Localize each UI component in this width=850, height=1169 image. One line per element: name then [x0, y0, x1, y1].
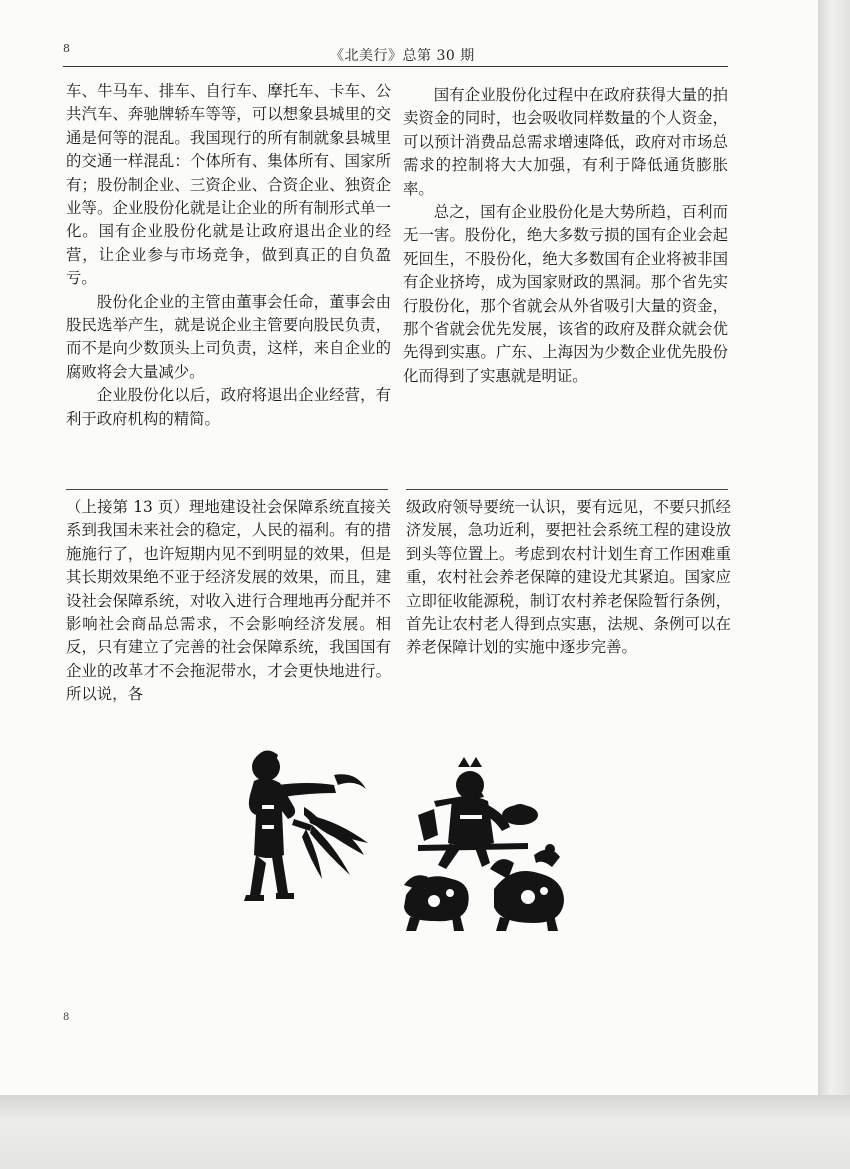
page-edge-right — [818, 0, 850, 1169]
child-figure — [418, 757, 560, 869]
column-bottom-right — [406, 496, 731, 660]
paragraph: 车、牛马车、排车、自行车、摩托车、卡车、公共汽车、奔驰牌轿车等等，可以想象县城里的交通是何等的混乱。我国现行的所有制就象县城里的交通一样混乱：个体所有、集体所有、国家所有；股份制企业、三资企业、合资企业、独资企业等。企业股份化就是让企业的所有制形式单一化。国有企业股份化就是让政府退出企业的经营，让企业参与市场竞争，做到真正的自负盈亏。 — [66, 82, 391, 288]
paragraph: 企业股份化以后，政府将退出企业经营，有利于政府机构的精简。 — [66, 386, 391, 428]
continued-paragraph: 级政府领导要统一认识，要有远见，不要只抓经济发展，急功近利，要把社会系统工程的建设放到头等位置上。考虑到农村计划生育工作困难重重，农村社会养老保障的建设尤其紧迫。国家应立即征收能源税，制订农村养老保险暂行条例，首先让农村老人得到点实惠，法规、条例可以在养老保障计划的实施中逐步完善。 — [406, 498, 731, 657]
header-rule — [63, 66, 728, 67]
paragraph: 股份化企业的主管由董事会任命，董事会由股民选举产生，就是说企业主管要向股民负责，而不是向少数顶头上司负责，这样，来自企业的腐败将会大量减少。 — [66, 292, 391, 381]
page-edge-bottom — [0, 1095, 850, 1169]
paragraph: 总之，国有企业股份化是大势所趋，百利而无一害。股份化，绝大多数亏损的国有企业会起死回生，不股份化，绝大多数国有企业将被非国有企业挤垮，成为国家财政的黑洞。那个省先实行股份化，那个省就会从外省吸引大量的资金，那个省就会优先发展，该省的政府及群众就会优先得到实惠。广东、上海因为少数企业优先股份化而得到了实惠就是明证。 — [403, 203, 728, 385]
paragraph: 国有企业股份化过程中在政府获得大量的拍卖资金的同时，也会吸收同样数量的个人资金，可以预计消费品总需求增速降低，政府对市场总需求的控制将大大加强，有利于降低通货膨胀率。 — [403, 86, 728, 198]
papercut-illustration — [238, 745, 578, 935]
section-rule-right — [406, 489, 728, 490]
column-top-right — [403, 84, 728, 388]
section-rule-left — [66, 489, 388, 490]
page-number-top: 8 — [63, 42, 70, 55]
running-header: 《北美行》总第 30 期 — [330, 48, 475, 64]
page-number-bottom: 8 — [63, 1012, 70, 1023]
column-bottom-left — [66, 496, 391, 707]
continued-paragraph: （上接第 13 页）理地建设社会保障系统直接关系到我国未来社会的稳定，人民的福利。有的措施施行了，也许短期内见不到明显的效果，但是其长期效果绝不亚于经济发展的效果，而且，建设社会保障系统，对收入进行合理地再分配并不影响社会商品总需求，不会影响经济发展。相反，只有建立了完善的社会保障系统，我国国有企业的改革才不会拖泥带水，才会更快地进行。所以说，各 — [66, 498, 391, 704]
column-top-left — [66, 80, 391, 431]
